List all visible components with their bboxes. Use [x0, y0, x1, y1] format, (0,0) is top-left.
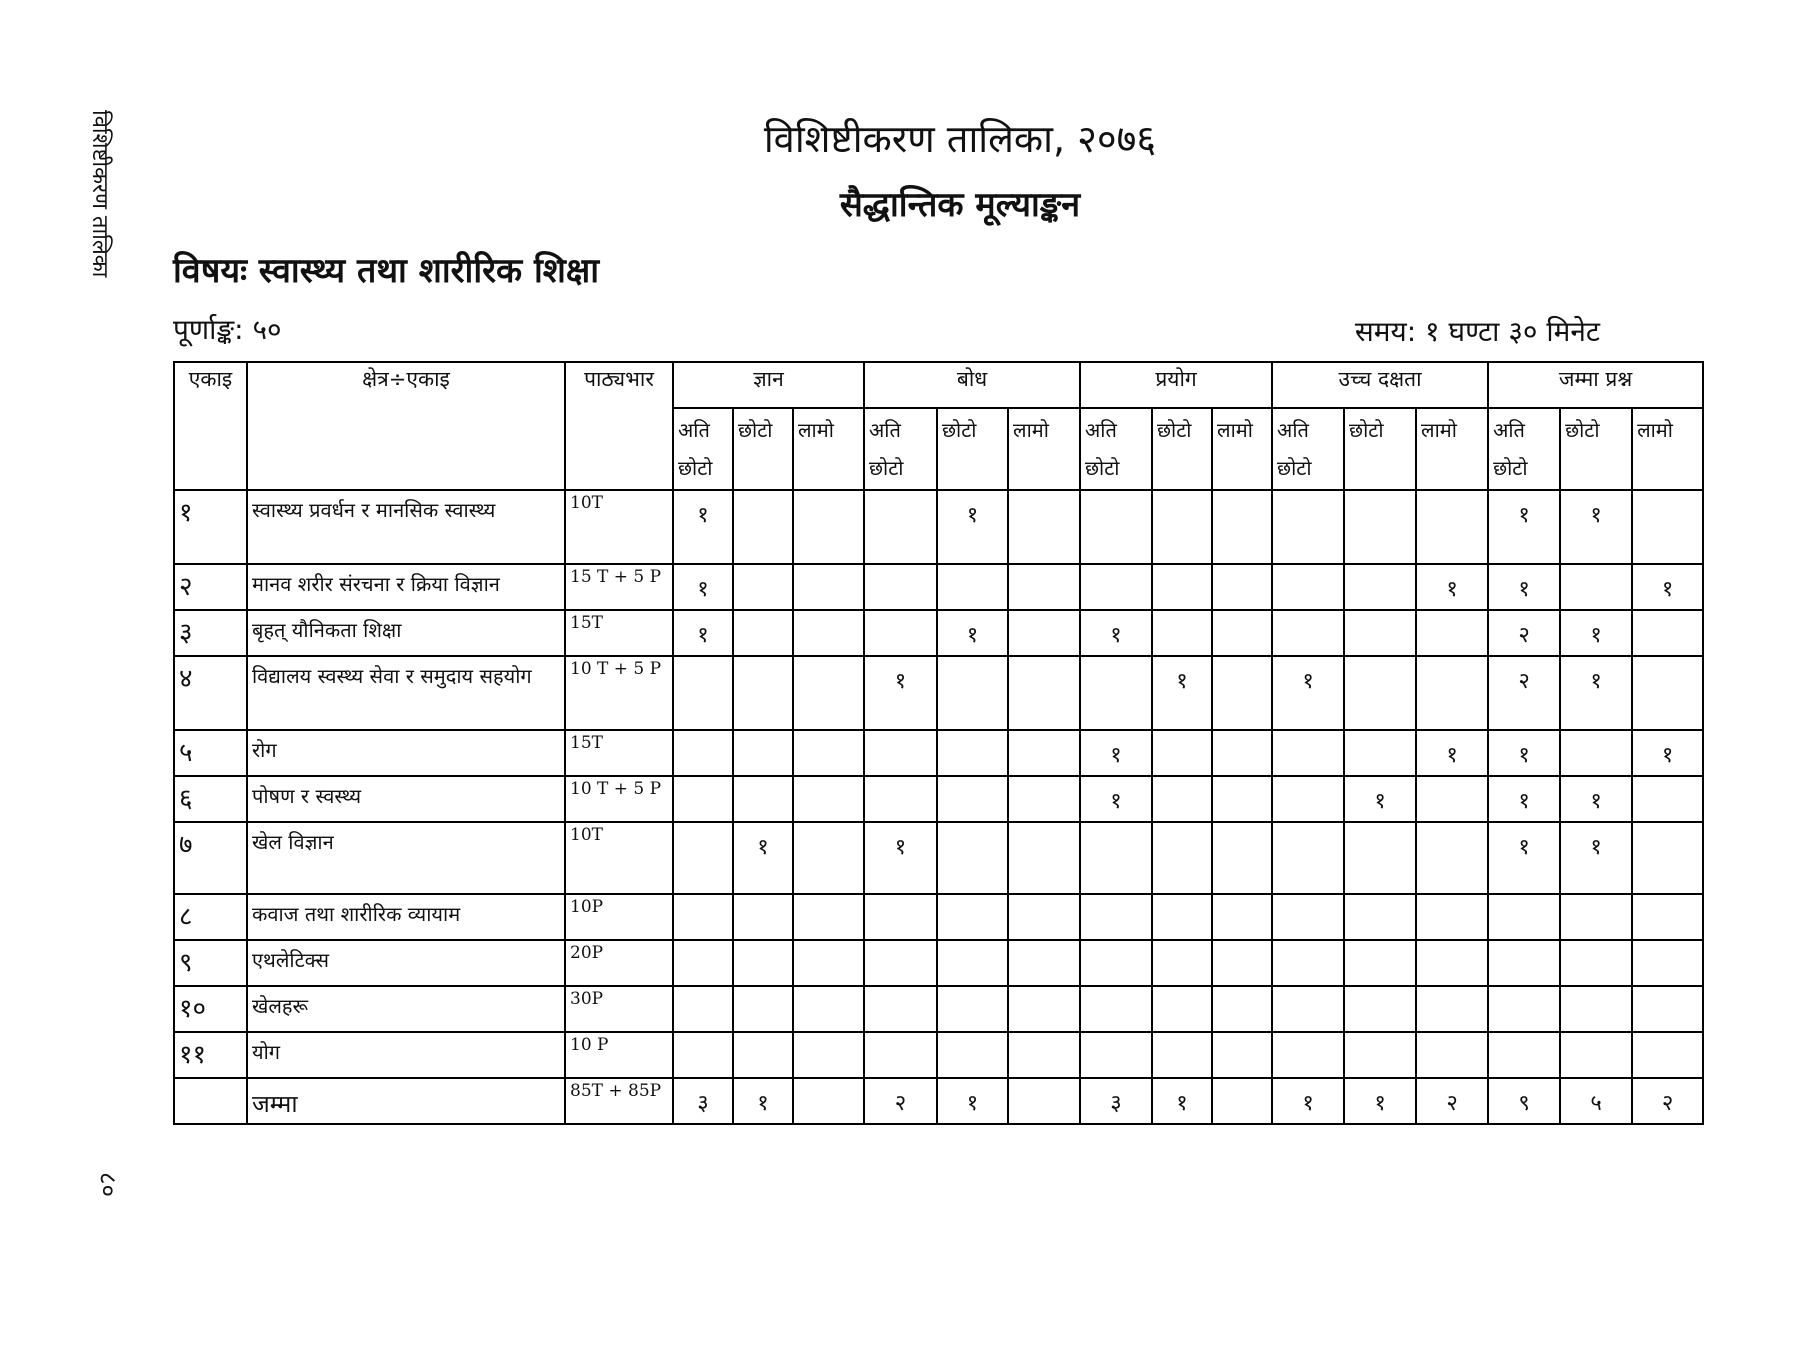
question-count-cell: [1152, 564, 1212, 610]
page-title: विशिष्टीकरण तालिका, २०७६: [763, 117, 1157, 161]
question-count-cell: [793, 894, 864, 940]
question-count-cell: [1008, 776, 1080, 822]
question-count-cell: १: [864, 822, 937, 894]
header-group-knowledge: ज्ञान: [673, 362, 864, 408]
question-count-cell: [733, 776, 793, 822]
table-row: [174, 822, 1703, 894]
question-count-cell: [673, 986, 733, 1032]
question-count-cell: [1008, 986, 1080, 1032]
question-count-cell: २: [1416, 1078, 1488, 1124]
subheader-cell: अति छोटो: [1272, 408, 1344, 490]
area-name: पोषण र स्वस्थ्य: [247, 776, 565, 822]
table-row: [174, 730, 1703, 776]
question-count-cell: [793, 730, 864, 776]
table-row: [174, 490, 1703, 564]
subheader-cell: अति छोटो: [1488, 408, 1560, 490]
question-count-cell: [1008, 610, 1080, 656]
unit-number: ६: [174, 776, 247, 822]
question-count-cell: [864, 776, 937, 822]
total-label: जम्मा: [247, 1078, 565, 1124]
question-count-cell: [937, 776, 1008, 822]
question-count-cell: [1416, 656, 1488, 730]
question-count-cell: [1152, 986, 1212, 1032]
unit-number: ३: [174, 610, 247, 656]
question-count-cell: [793, 986, 864, 1032]
question-count-cell: ३: [1080, 1078, 1152, 1124]
total-row: [174, 1078, 1703, 1124]
header-group-total-questions: जम्मा प्रश्न: [1488, 362, 1703, 408]
question-count-cell: [1632, 490, 1703, 564]
subheader-cell: छोटो: [1560, 408, 1632, 490]
question-count-cell: [1632, 986, 1703, 1032]
area-name: मानव शरीर संरचना र क्रिया विज्ञान: [247, 564, 565, 610]
question-count-cell: [937, 894, 1008, 940]
question-count-cell: [1008, 564, 1080, 610]
question-count-cell: [1008, 940, 1080, 986]
question-count-cell: [937, 656, 1008, 730]
teaching-load: 10T: [565, 822, 673, 894]
subheader-cell: छोटो: [937, 408, 1008, 490]
question-count-cell: [1008, 1032, 1080, 1078]
question-count-cell: [793, 940, 864, 986]
subheader-cell: लामो: [793, 408, 864, 490]
question-count-cell: [1416, 776, 1488, 822]
question-count-cell: १: [1560, 656, 1632, 730]
question-count-cell: [1344, 610, 1416, 656]
question-count-cell: [1212, 730, 1272, 776]
unit-number: ११: [174, 1032, 247, 1078]
question-count-cell: १: [1080, 610, 1152, 656]
question-count-cell: [1008, 490, 1080, 564]
subheader-cell: छोटो: [1152, 408, 1212, 490]
teaching-load: 10 P: [565, 1032, 673, 1078]
header-group-understanding: बोध: [864, 362, 1080, 408]
question-count-cell: [1632, 822, 1703, 894]
question-count-cell: [793, 610, 864, 656]
question-count-cell: [793, 490, 864, 564]
question-count-cell: [673, 1032, 733, 1078]
question-count-cell: [1212, 894, 1272, 940]
table-body: [174, 490, 1703, 1124]
question-count-cell: [673, 940, 733, 986]
question-count-cell: [937, 822, 1008, 894]
question-count-cell: [1152, 894, 1212, 940]
question-count-cell: [1632, 940, 1703, 986]
question-count-cell: १: [733, 1078, 793, 1124]
teaching-load: 10T: [565, 490, 673, 564]
teaching-load: 10 T + 5 P: [565, 776, 673, 822]
question-count-cell: १: [1488, 776, 1560, 822]
question-count-cell: [1344, 656, 1416, 730]
question-count-cell: [1488, 986, 1560, 1032]
question-count-cell: [1080, 564, 1152, 610]
question-count-cell: [733, 610, 793, 656]
question-count-cell: [793, 564, 864, 610]
question-count-cell: [937, 940, 1008, 986]
question-count-cell: [1272, 822, 1344, 894]
question-count-cell: [1344, 940, 1416, 986]
question-count-cell: [733, 730, 793, 776]
question-count-cell: [1272, 986, 1344, 1032]
teaching-load: 10P: [565, 894, 673, 940]
question-count-cell: [1560, 730, 1632, 776]
question-count-cell: [1212, 490, 1272, 564]
subheader-cell: लामो: [1632, 408, 1703, 490]
full-marks: पूर्णाङ्क: ५०: [173, 313, 282, 346]
question-count-cell: [1080, 894, 1152, 940]
table-row: [174, 940, 1703, 986]
table-row: [174, 776, 1703, 822]
question-count-cell: [1560, 1032, 1632, 1078]
question-count-cell: १: [1416, 730, 1488, 776]
question-count-cell: १: [1560, 490, 1632, 564]
question-count-cell: [733, 490, 793, 564]
question-count-cell: [1344, 894, 1416, 940]
question-count-cell: [1152, 776, 1212, 822]
question-count-cell: [1272, 610, 1344, 656]
question-count-cell: [1212, 564, 1272, 610]
question-count-cell: १: [1488, 490, 1560, 564]
question-count-cell: १: [1344, 1078, 1416, 1124]
question-count-cell: ९: [1488, 1078, 1560, 1124]
question-count-cell: [864, 940, 937, 986]
question-count-cell: [673, 656, 733, 730]
question-count-cell: १: [1152, 1078, 1212, 1124]
question-count-cell: [733, 1032, 793, 1078]
subheader-cell: लामो: [1416, 408, 1488, 490]
question-count-cell: १: [1560, 610, 1632, 656]
question-count-cell: [1212, 776, 1272, 822]
question-count-cell: [1632, 610, 1703, 656]
question-count-cell: [1560, 986, 1632, 1032]
question-count-cell: [864, 490, 937, 564]
question-count-cell: [1632, 776, 1703, 822]
area-name: रोग: [247, 730, 565, 776]
unit-number: ९: [174, 940, 247, 986]
question-count-cell: १: [673, 564, 733, 610]
question-count-cell: [1488, 940, 1560, 986]
table-row: [174, 656, 1703, 730]
header-group-higher-ability: उच्च दक्षता: [1272, 362, 1488, 408]
teaching-load: 15T: [565, 730, 673, 776]
question-count-cell: [1272, 776, 1344, 822]
question-count-cell: [937, 564, 1008, 610]
area-name: खेलहरू: [247, 986, 565, 1032]
question-count-cell: [1560, 564, 1632, 610]
teaching-load: 30P: [565, 986, 673, 1032]
question-count-cell: [673, 776, 733, 822]
question-count-cell: [733, 940, 793, 986]
question-count-cell: [937, 730, 1008, 776]
question-count-cell: २: [1488, 610, 1560, 656]
question-count-cell: २: [864, 1078, 937, 1124]
question-count-cell: [1212, 1032, 1272, 1078]
subheader-cell: अति छोटो: [864, 408, 937, 490]
question-count-cell: १: [1272, 1078, 1344, 1124]
question-count-cell: [1152, 730, 1212, 776]
question-count-cell: १: [1080, 776, 1152, 822]
question-count-cell: [733, 656, 793, 730]
question-count-cell: [1560, 894, 1632, 940]
question-count-cell: [1212, 610, 1272, 656]
unit-number: ५: [174, 730, 247, 776]
area-name: खेल विज्ञान: [247, 822, 565, 894]
question-count-cell: [673, 894, 733, 940]
page-number: ८०: [94, 1172, 122, 1197]
question-count-cell: [793, 1032, 864, 1078]
unit-number: १०: [174, 986, 247, 1032]
question-count-cell: [1344, 1032, 1416, 1078]
question-count-cell: [1080, 986, 1152, 1032]
question-count-cell: १: [1344, 776, 1416, 822]
question-count-cell: [1488, 1032, 1560, 1078]
question-count-cell: [1152, 822, 1212, 894]
question-count-cell: [1152, 940, 1212, 986]
subject-heading: विषयः स्वास्थ्य तथा शारीरिक शिक्षा: [173, 251, 600, 291]
question-count-cell: [1272, 894, 1344, 940]
unit-number: [174, 1078, 247, 1124]
question-count-cell: १: [1488, 730, 1560, 776]
unit-number: ७: [174, 822, 247, 894]
question-count-cell: १: [1560, 822, 1632, 894]
question-count-cell: १: [937, 1078, 1008, 1124]
header-load: पाठ्यभार: [565, 362, 673, 490]
question-count-cell: [1272, 940, 1344, 986]
subheader-cell: लामो: [1008, 408, 1080, 490]
header-group-application: प्रयोग: [1080, 362, 1272, 408]
question-count-cell: १: [1632, 730, 1703, 776]
question-count-cell: १: [673, 490, 733, 564]
question-count-cell: [1344, 564, 1416, 610]
question-count-cell: [1416, 490, 1488, 564]
subheader-cell: लामो: [1212, 408, 1272, 490]
table-row: [174, 986, 1703, 1032]
table-row: [174, 1032, 1703, 1078]
question-count-cell: १: [937, 490, 1008, 564]
question-count-cell: [864, 894, 937, 940]
question-count-cell: [1272, 564, 1344, 610]
teaching-load: 15T: [565, 610, 673, 656]
question-count-cell: [937, 1032, 1008, 1078]
question-count-cell: १: [1488, 564, 1560, 610]
question-count-cell: [1008, 656, 1080, 730]
question-count-cell: [673, 822, 733, 894]
area-name: एथलेटिक्स: [247, 940, 565, 986]
question-count-cell: [1152, 1032, 1212, 1078]
unit-number: ८: [174, 894, 247, 940]
header-unit: एकाइ: [174, 362, 247, 490]
question-count-cell: [1344, 730, 1416, 776]
question-count-cell: [1416, 940, 1488, 986]
question-count-cell: [793, 822, 864, 894]
subheader-cell: अति छोटो: [673, 408, 733, 490]
question-count-cell: [1416, 1032, 1488, 1078]
question-count-cell: [1212, 1078, 1272, 1124]
question-count-cell: [1344, 822, 1416, 894]
question-count-cell: [793, 776, 864, 822]
question-count-cell: [864, 610, 937, 656]
subheader-cell: अति छोटो: [1080, 408, 1152, 490]
teaching-load: 20P: [565, 940, 673, 986]
area-name: बृहत् यौनिकता शिक्षा: [247, 610, 565, 656]
question-count-cell: [1212, 822, 1272, 894]
question-count-cell: [1080, 940, 1152, 986]
question-count-cell: [1080, 822, 1152, 894]
question-count-cell: १: [673, 610, 733, 656]
question-count-cell: [1212, 656, 1272, 730]
unit-number: १: [174, 490, 247, 564]
question-count-cell: १: [1080, 730, 1152, 776]
area-name: कवाज तथा शारीरिक व्यायाम: [247, 894, 565, 940]
question-count-cell: [673, 730, 733, 776]
question-count-cell: [1416, 610, 1488, 656]
question-count-cell: १: [1632, 564, 1703, 610]
question-count-cell: [733, 986, 793, 1032]
area-name: विद्यालय स्वस्थ्य सेवा र समुदाय सहयोग: [247, 656, 565, 730]
area-name: योग: [247, 1032, 565, 1078]
side-title: विशिष्टीकरण तालिका: [87, 110, 112, 278]
question-count-cell: ३: [673, 1078, 733, 1124]
question-count-cell: १: [733, 822, 793, 894]
table-row: [174, 564, 1703, 610]
question-count-cell: [864, 564, 937, 610]
question-count-cell: [1008, 730, 1080, 776]
question-count-cell: १: [864, 656, 937, 730]
question-count-cell: [1344, 986, 1416, 1032]
header-area: क्षेत्र÷एकाइ: [247, 362, 565, 490]
question-count-cell: [1416, 986, 1488, 1032]
area-name: स्वास्थ्य प्रवर्धन र मानसिक स्वास्थ्य: [247, 490, 565, 564]
question-count-cell: [864, 730, 937, 776]
subheader-cell: छोटो: [1344, 408, 1416, 490]
page-subtitle: सैद्धान्तिक मूल्याङ्कन: [839, 185, 1081, 225]
question-count-cell: [1344, 490, 1416, 564]
question-count-cell: [1152, 610, 1212, 656]
question-count-cell: [1560, 940, 1632, 986]
question-count-cell: [733, 564, 793, 610]
question-count-cell: [1272, 1032, 1344, 1078]
question-count-cell: १: [1152, 656, 1212, 730]
question-count-cell: [937, 986, 1008, 1032]
question-count-cell: [1272, 730, 1344, 776]
subheader-cell: छोटो: [733, 408, 793, 490]
table-row: [174, 610, 1703, 656]
question-count-cell: [793, 1078, 864, 1124]
exam-time: समय: १ घण्टा ३० मिनेट: [1354, 315, 1600, 348]
question-count-cell: [733, 894, 793, 940]
question-count-cell: [1416, 822, 1488, 894]
question-count-cell: ५: [1560, 1078, 1632, 1124]
question-count-cell: १: [937, 610, 1008, 656]
question-count-cell: [1272, 490, 1344, 564]
unit-number: ४: [174, 656, 247, 730]
question-count-cell: [1488, 894, 1560, 940]
specification-table: [173, 361, 1704, 1125]
unit-number: २: [174, 564, 247, 610]
question-count-cell: [1080, 1032, 1152, 1078]
question-count-cell: [1416, 894, 1488, 940]
teaching-load: 85T + 85P: [565, 1078, 673, 1124]
question-count-cell: [1008, 822, 1080, 894]
question-count-cell: [1080, 490, 1152, 564]
question-count-cell: [1008, 1078, 1080, 1124]
question-count-cell: [1212, 986, 1272, 1032]
question-count-cell: [1080, 656, 1152, 730]
question-count-cell: [864, 986, 937, 1032]
teaching-load: 15 T + 5 P: [565, 564, 673, 610]
question-count-cell: [793, 656, 864, 730]
question-count-cell: [1152, 490, 1212, 564]
question-count-cell: [1632, 1032, 1703, 1078]
teaching-load: 10 T + 5 P: [565, 656, 673, 730]
question-count-cell: [1632, 894, 1703, 940]
table-row: [174, 894, 1703, 940]
question-count-cell: [1212, 940, 1272, 986]
question-count-cell: १: [1416, 564, 1488, 610]
question-count-cell: [1632, 656, 1703, 730]
question-count-cell: १: [1488, 822, 1560, 894]
question-count-cell: २: [1488, 656, 1560, 730]
question-count-cell: [864, 1032, 937, 1078]
question-count-cell: [1008, 894, 1080, 940]
question-count-cell: १: [1560, 776, 1632, 822]
header-row-groups: [174, 362, 1703, 408]
question-count-cell: १: [1272, 656, 1344, 730]
question-count-cell: २: [1632, 1078, 1703, 1124]
